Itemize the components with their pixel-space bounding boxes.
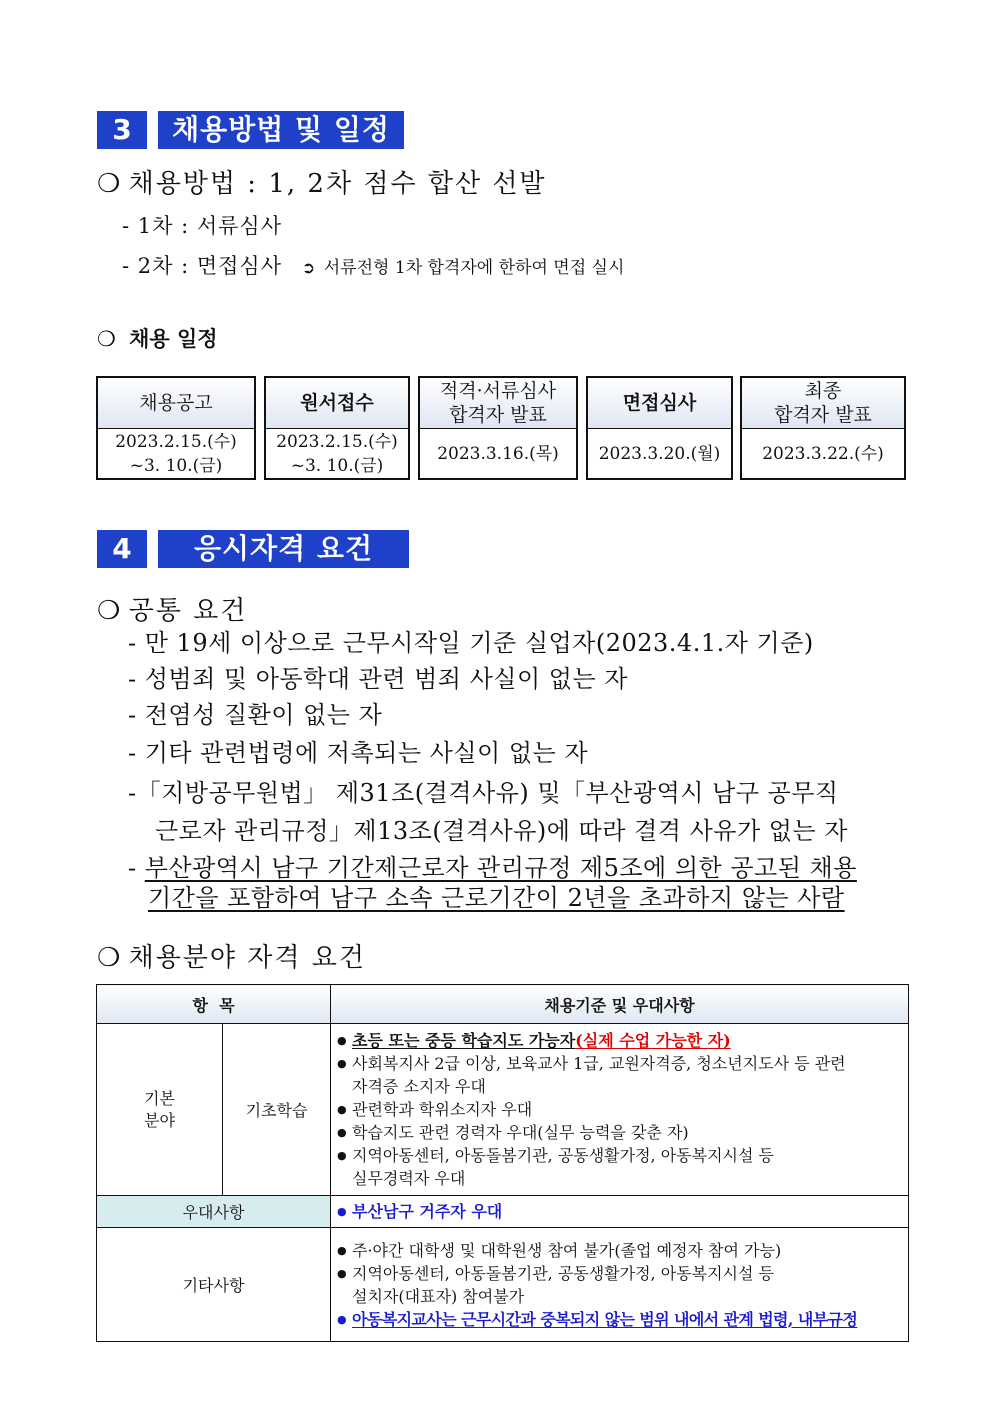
arrow-right-icon: ➲ — [301, 258, 317, 277]
label-line1: 최종 — [804, 380, 842, 402]
date: 2023.3.16.(목) — [437, 444, 559, 464]
common-req-1: - 만 19세 이상으로 근무시작일 기준 실업자(2023.4.1.자 기준) — [128, 629, 814, 657]
item-text: 아동복지교사는 근무시간과 중복되지 않는 범위 내에서 관계 법령, 내부규정 — [352, 1309, 858, 1329]
method-heading — [97, 163, 547, 200]
date: 2023.3.20.(월) — [598, 444, 721, 464]
common-req-3: - 전염성 질환이 없는 자 — [128, 701, 383, 729]
schedule-label — [420, 378, 576, 429]
schedule-box-final-result — [740, 376, 906, 480]
circle-bullet-icon: ❍ — [97, 596, 121, 626]
list-item — [336, 1262, 903, 1308]
step2-label: - 2차 : 면접심사 — [122, 254, 282, 278]
circle-bullet-icon: ❍ — [97, 943, 121, 973]
schedule-label — [588, 378, 731, 429]
item-text: 관련학과 학위소지자 우대 — [352, 1100, 533, 1119]
schedule-date — [588, 429, 731, 479]
date-end: ~3. 10.(금) — [129, 456, 223, 476]
schedule-date — [420, 429, 576, 479]
criteria-basic — [331, 1024, 909, 1196]
item-text: 지역아동센터, 아동돌봄기관, 공동생활가정, 아동복지시설 등 — [352, 1146, 775, 1165]
method-step2 — [122, 250, 624, 280]
other-label-text: 기타사항 — [182, 1276, 245, 1295]
qualification-table — [96, 984, 909, 1342]
underlined-req-line1: 부산광역시 남구 기간제근로자 관리규정 제5조에 의한 공고된 채용 — [144, 854, 857, 882]
item-text: 주·야간 대학생 및 대학원생 참여 불가(졸업 예정자 참여 가능) — [352, 1240, 782, 1260]
list-item — [336, 1239, 903, 1262]
common-title: 공통 요건 — [128, 596, 248, 626]
item-text-cont: 설치자(대표자) 참여불가 — [352, 1286, 525, 1306]
list-item — [336, 1308, 903, 1331]
label-line1: 적격·서류심사 — [439, 380, 557, 402]
item-highlight: (실제 수업 가능한 자) — [575, 1031, 731, 1050]
schedule-label — [742, 378, 904, 429]
item-text-cont: 실무경력자 우대 — [352, 1169, 466, 1188]
schedule-date — [98, 429, 254, 479]
schedule-box-document-result — [418, 376, 578, 480]
field-heading — [97, 937, 366, 974]
list-item — [336, 1052, 903, 1098]
subcategory-basic-learning — [223, 1024, 331, 1196]
header-item — [97, 985, 331, 1024]
common-req-5: -「지방공무원법」 제31조(결격사유) 및「부산광역시 남구 공무직 — [128, 779, 839, 807]
header-criteria-text: 채용기준 및 우대사항 — [544, 995, 695, 1015]
preference-label-text: 우대사항 — [182, 1203, 245, 1222]
common-heading — [97, 590, 247, 627]
preference-label — [97, 1196, 331, 1228]
common-req-2: - 성범죄 및 아동학대 관련 범죄 사실이 없는 자 — [128, 665, 628, 693]
label-line2: 합격자 발표 — [449, 404, 547, 426]
underlined-req-line2: 기간을 포함하여 남구 소속 근로기간이 2년을 초과하지 않는 사람 — [148, 884, 845, 912]
schedule-label-text: 채용공고 — [139, 392, 213, 414]
list-item — [336, 1144, 903, 1190]
schedule-label-text: 원서접수 — [300, 392, 374, 414]
category-line1: 기본 — [144, 1088, 175, 1108]
category-line2: 분야 — [144, 1110, 175, 1130]
preference-list — [332, 1198, 907, 1225]
preference-criteria — [331, 1196, 909, 1228]
date-start: 2023.2.15.(수) — [115, 432, 237, 452]
schedule-date — [266, 429, 408, 479]
category-basic — [97, 1024, 223, 1196]
date-end: ~3. 10.(금) — [290, 456, 384, 476]
header-item-text: 항 목 — [192, 995, 235, 1015]
step2-note: 서류전형 1차 합격자에 한하여 면접 실시 — [323, 258, 625, 278]
common-req-6b — [148, 878, 845, 913]
schedule-box-interview — [586, 376, 733, 480]
other-label — [97, 1228, 331, 1342]
item-text: 부산남구 거주자 우대 — [352, 1202, 503, 1221]
dash: - — [128, 854, 137, 882]
subcategory-text: 기초학습 — [245, 1101, 308, 1120]
section3-number: 3 — [97, 111, 147, 149]
method-title: 채용방법 : 1, 2차 점수 합산 선발 — [128, 169, 547, 199]
list-item — [336, 1029, 903, 1052]
schedule-heading — [97, 323, 218, 353]
section4-title: 응시자격 요건 — [158, 530, 409, 568]
schedule-box-application — [264, 376, 410, 480]
circle-bullet-icon: ❍ — [97, 327, 116, 351]
schedule-label — [98, 378, 254, 429]
header-criteria — [331, 985, 909, 1024]
common-req-4: - 기타 관련법령에 저촉되는 사실이 없는 자 — [128, 739, 589, 767]
item-text: 사회복지사 2급 이상, 보육교사 1급, 교원자격증, 청소년지도사 등 관련 — [352, 1054, 846, 1073]
circle-bullet-icon: ❍ — [97, 169, 121, 199]
date: 2023.3.22.(수) — [762, 444, 884, 464]
section3-title: 채용방법 및 일정 — [158, 111, 404, 149]
item-text: 학습지도 관련 경력자 우대(실무 능력을 갖춘 자) — [352, 1123, 689, 1142]
item-text: 초등 또는 중등 학습지도 가능자 — [352, 1031, 576, 1050]
list-item — [336, 1121, 903, 1144]
other-criteria — [331, 1228, 909, 1342]
section4-number: 4 — [97, 530, 147, 568]
criteria-list — [332, 1025, 907, 1194]
other-list — [332, 1235, 907, 1335]
schedule-label — [266, 378, 408, 429]
list-item — [336, 1098, 903, 1121]
date-start: 2023.2.15.(수) — [276, 432, 398, 452]
list-item — [336, 1200, 903, 1223]
schedule-label-text: 면접심사 — [622, 392, 697, 414]
method-step1: - 1차 : 서류심사 — [122, 214, 282, 238]
item-text-cont: 자격증 소지자 우대 — [352, 1077, 486, 1096]
field-title: 채용분야 자격 요건 — [128, 943, 367, 973]
item-text: 지역아동센터, 아동돌봄기관, 공동생활가정, 아동복지시설 등 — [352, 1263, 775, 1283]
schedule-date — [742, 429, 904, 479]
schedule-box-announcement — [96, 376, 256, 480]
label-line2: 합격자 발표 — [774, 404, 872, 426]
common-req-5b: 근로자 관리규정」제13조(결격사유)에 따라 결격 사유가 없는 자 — [155, 817, 848, 845]
schedule-title: 채용 일정 — [129, 327, 218, 351]
